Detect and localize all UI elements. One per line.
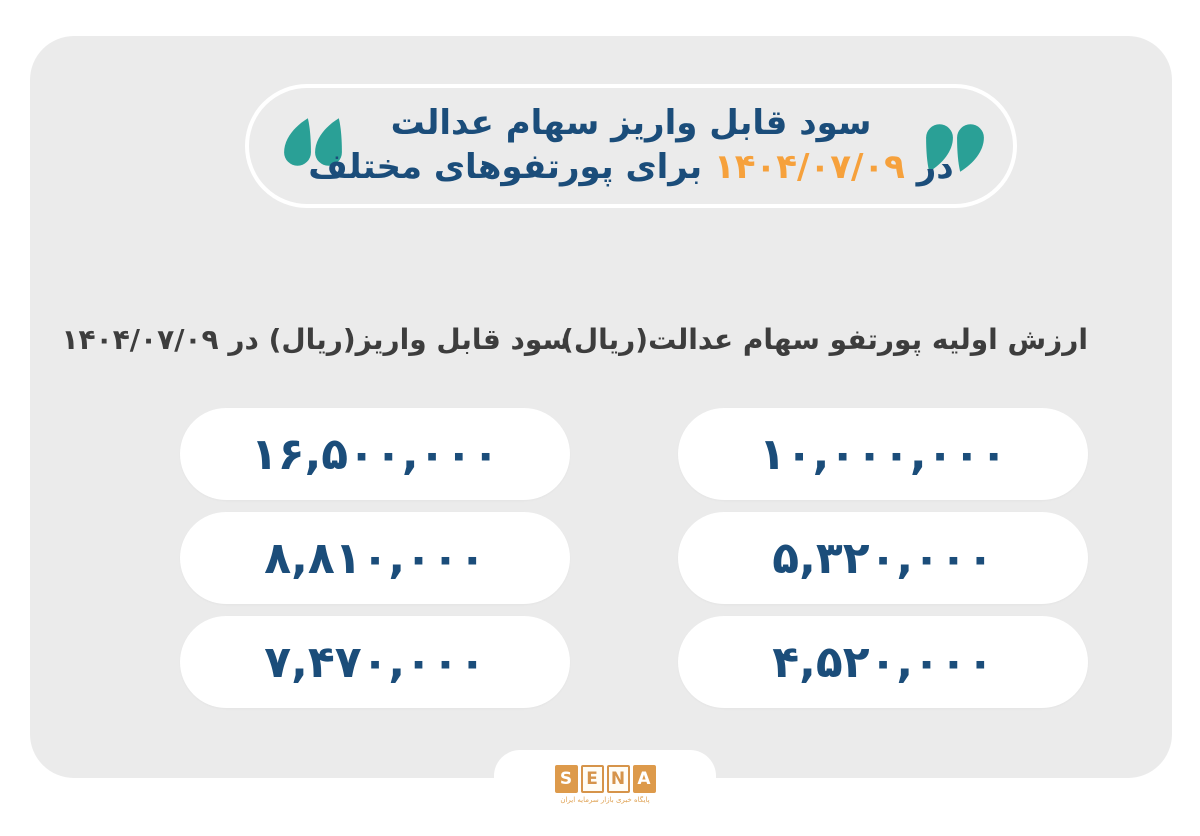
page-title — [249, 88, 1013, 204]
sena-logo — [494, 765, 716, 793]
column-initial-portfolio-value — [561, 320, 1088, 720]
infographic-card — [30, 36, 1172, 778]
sena-letter-e: E — [581, 765, 604, 793]
sena-letter-a: A — [633, 765, 656, 793]
value-pill: ۴,۵۲۰,۰۰۰ — [678, 616, 1088, 708]
footer-logo-tab — [494, 750, 716, 820]
title-line2-suffix: برای پورتفوهای مختلف — [308, 147, 703, 187]
column-payable-dividend — [61, 320, 570, 720]
column-header-payable-dividend: سود قابل واریز(ریال) در ۱۴۰۴/۰۷/۰۹ — [61, 323, 570, 356]
sena-letter-s: S — [555, 765, 578, 793]
value-pill: ۸,۸۱۰,۰۰۰ — [180, 512, 570, 604]
title-line1: سود قابل واریز سهام عدالت — [390, 103, 872, 144]
title-line2-prefix: در — [916, 147, 954, 187]
sena-tagline: پایگاه خبری بازار سرمایه ایران — [560, 796, 650, 804]
column-header-initial-portfolio-value: ارزش اولیه پورتفو سهام عدالت(ریال) — [561, 323, 1088, 356]
sena-letter-n: N — [607, 765, 630, 793]
initial-portfolio-values — [678, 408, 1088, 708]
value-pill: ۷,۴۷۰,۰۰۰ — [180, 616, 570, 708]
value-pill: ۱۰,۰۰۰,۰۰۰ — [678, 408, 1088, 500]
value-pill: ۵,۳۲۰,۰۰۰ — [678, 512, 1088, 604]
title-line2 — [308, 146, 954, 190]
payable-dividend-values — [180, 408, 570, 708]
value-pill: ۱۶,۵۰۰,۰۰۰ — [180, 408, 570, 500]
header-capsule — [245, 84, 1017, 208]
title-date: ۱۴۰۴/۰۷/۰۹ — [714, 147, 905, 187]
